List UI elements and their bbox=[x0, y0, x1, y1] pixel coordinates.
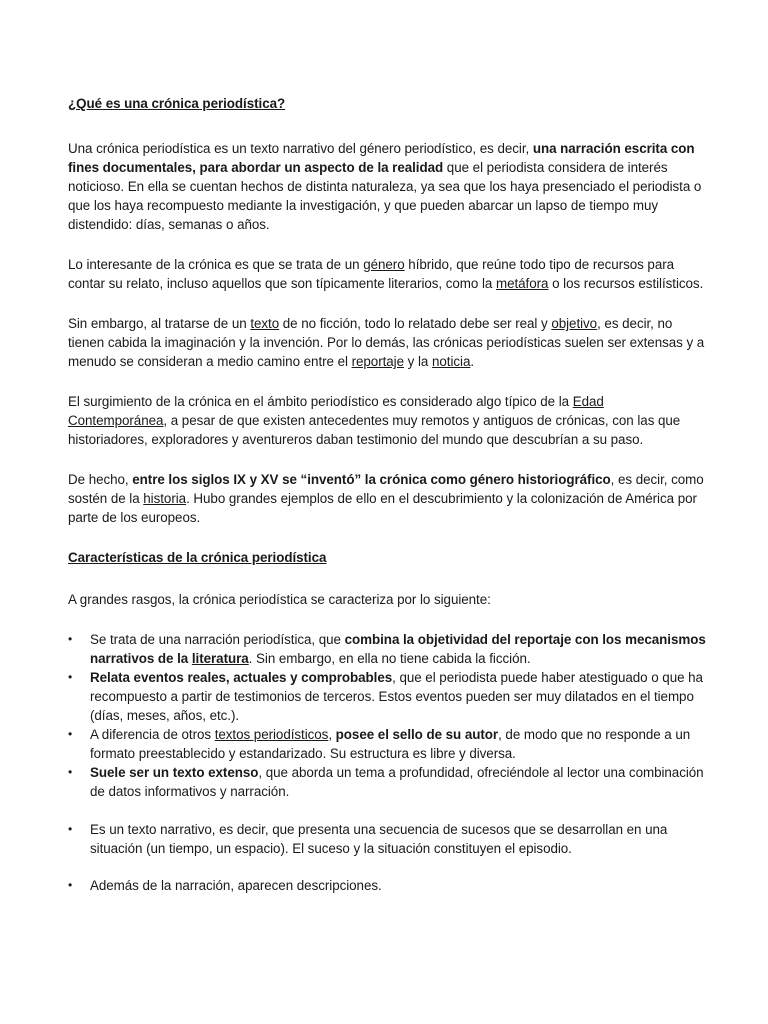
link-literatura[interactable]: literatura bbox=[191, 651, 249, 666]
bold-text: una narración escrita con fines documentales, para abordar un aspecto de la realidad bbox=[68, 141, 695, 175]
list-item bbox=[68, 630, 706, 668]
text-run: De hecho, bbox=[68, 472, 133, 487]
bold-text: posee el sello de su autor bbox=[335, 727, 499, 742]
list-item: • Es un texto narrativo, es decir, que presenta una secuencia de sucesos que se desarrollan en una situación (un tiempo, un espacio). El suceso y la situación constituyen el episodio. bbox=[68, 820, 706, 858]
bold-text: Relata eventos reales, actuales y comprobables bbox=[90, 670, 393, 685]
paragraph-origin bbox=[68, 392, 706, 449]
page-title: ¿Qué es una crónica periodística? bbox=[68, 96, 286, 111]
text-run: de no ficción, todo lo relatado debe ser real y bbox=[279, 316, 552, 331]
text-run: Se trata de una narración periodística, que bbox=[90, 632, 345, 647]
text-run: , a pesar de que existen antecedentes muy remotos y antiguos de crónicas, con las que historiadores, exploradores y aventureros daban testimonio del mundo que descubrían a su paso. bbox=[68, 413, 681, 447]
text-run: , que el periodista puede haber atestiguado o que ha recompuesto a partir de testimonios de terceros. Estos eventos pueden ser muy dilatados en el tiempo (días, meses, años, etc.). bbox=[90, 670, 703, 723]
bold-text: combina la objetividad del reportaje con los mecanismos narrativos de la bbox=[90, 632, 706, 666]
text-run: Una crónica periodística es un texto narrativo del género periodístico, es decir, bbox=[68, 141, 533, 156]
text-run: , de modo que no responde a un formato preestablecido y estandarizado. Su estructura es libre y diversa. bbox=[90, 727, 691, 761]
paragraph-non-fiction bbox=[68, 314, 706, 371]
link-noticia[interactable]: noticia bbox=[431, 354, 471, 369]
text-run: Sin embargo, al tratarse de un bbox=[68, 316, 251, 331]
link-metafora[interactable]: metáfora bbox=[495, 276, 549, 291]
link-objetivo[interactable]: objetivo bbox=[551, 316, 598, 331]
text-run: , es decir, no tienen cabida la imaginación y la invención. Por lo demás, las crónicas periodísticas suelen ser extensas y a menudo se consideran a medio camino entre el bbox=[68, 316, 705, 369]
paragraph-hybrid-genre bbox=[68, 255, 706, 293]
text-run: A diferencia de otros bbox=[90, 727, 215, 742]
link-texto[interactable]: texto bbox=[250, 316, 280, 331]
link-reportaje[interactable]: reportaje bbox=[351, 354, 404, 369]
section-heading: Características de la crónica periodística bbox=[68, 550, 327, 565]
text-run: o los recursos estilísticos. bbox=[548, 276, 704, 291]
text-run: , que aborda un tema a profundidad, ofreciéndole al lector una combinación de datos informativos y narración. bbox=[90, 765, 704, 799]
paragraph-history bbox=[68, 470, 706, 527]
text-run: híbrido, que reúne todo tipo de recursos para contar su relato, incluso aquellos que son típicamente literarios, como la bbox=[68, 257, 675, 291]
link-edad-contemporanea[interactable]: Edad Contemporánea bbox=[68, 394, 604, 428]
text-run: , bbox=[328, 727, 336, 742]
list-item bbox=[68, 763, 706, 801]
text-run: . bbox=[470, 354, 475, 369]
text-run: El surgimiento de la crónica en el ámbito periodístico es considerado algo típico de la bbox=[68, 394, 573, 409]
text-run: y la bbox=[404, 354, 432, 369]
bold-text: Suele ser un texto extenso bbox=[90, 765, 259, 780]
paragraph-intro-list: A grandes rasgos, la crónica periodística se caracteriza por lo siguiente: bbox=[68, 592, 491, 607]
link-genero[interactable]: género bbox=[363, 257, 405, 272]
list-item bbox=[68, 725, 706, 763]
list-item bbox=[68, 668, 706, 725]
bold-text: entre los siglos IX y XV se “inventó” la crónica como género historiográfico bbox=[132, 472, 611, 487]
text-run: . Hubo grandes ejemplos de ello en el descubrimiento y la colonización de América por parte de los europeos. bbox=[68, 491, 697, 525]
characteristics-list bbox=[68, 630, 706, 895]
list-item: • Además de la narración, aparecen descripciones. bbox=[68, 876, 706, 895]
link-textos-periodisticos[interactable]: textos periodísticos bbox=[214, 727, 329, 742]
text-run: que el periodista considera de interés noticioso. En ella se cuentan hechos de distinta naturaleza, ya sea que los haya presenciado el periodista o que los haya recompuesto mediante la investigación, y que pueden abarcar un lapso de tiempo muy distendido: días, semanas o años. bbox=[68, 160, 702, 232]
text-run: Lo interesante de la crónica es que se trata de un bbox=[68, 257, 364, 272]
text-run: , es decir, como sostén de la bbox=[68, 472, 704, 506]
text-run: . Sin embargo, en ella no tiene cabida la ficción. bbox=[248, 651, 531, 666]
paragraph-definition bbox=[68, 139, 706, 234]
link-historia[interactable]: historia bbox=[143, 491, 187, 506]
